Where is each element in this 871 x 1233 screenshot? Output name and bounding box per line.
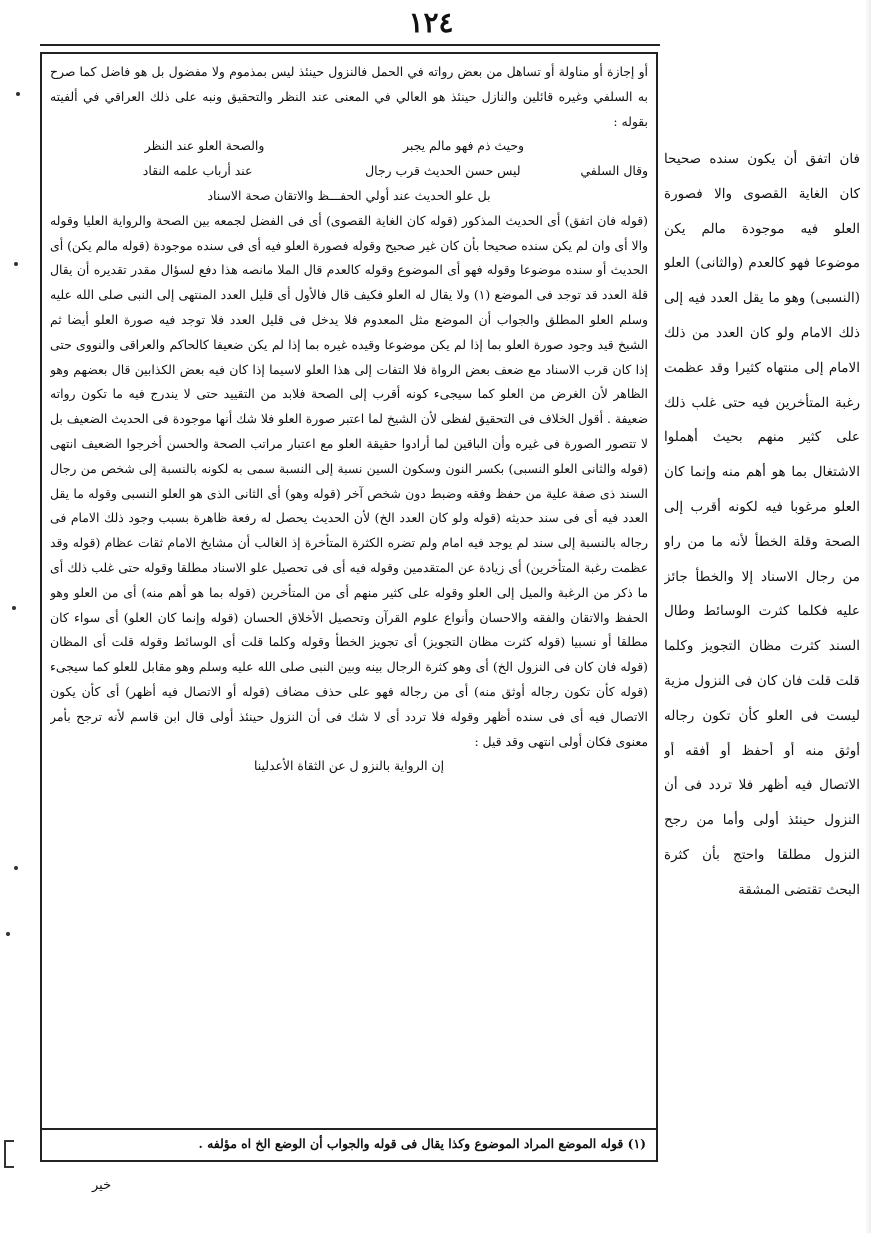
footnote: (١) قوله الموضع المراد الموضوع وكذا يقال فى قوله والجواب أن الوضع الخ اه مؤلفه . [198, 1136, 646, 1151]
scan-speck [14, 262, 18, 266]
poem-verse-1 [50, 134, 648, 159]
poem-verse-3-text: بل علو الحديث عند أولي الحفـــظ والاتقان صحة الاسناد [207, 187, 491, 203]
main-text [50, 60, 648, 1100]
footnote-rule [40, 1128, 658, 1130]
margin-matn-text: فان اتفق أن يكون سنده صحيحا كان الغاية القصوى والا فصورة العلو فيه موجودة مالم يكن موضوعا فهو كالعدم (والثانى) العلو (النسبى) وهو ما يقل العدد فيه إلى ذلك الامام ولو كان العدد من ذلك الامام إلى منتهاه كثيرا وقد عظمت رغبة المتأخرين فيه حتى غلب ذلك على كثير منهم بحيث أهملوا الاشتغال بما هو أهم منه وإنما كان العلو مرغوبا فيه لكونه أقرب إلى الصحة وقلة الخطأ لأنه ما من راو من رجال الاسناد إلا والخطأ جائز عليه فكلما كثرت الوسائط وطال السند كثرت مظان التجويز وكلما قلت قلت فان كان فى النزول مزية ليست فى العلو كأن تكون رجاله أوثق منه أو أحفظ أو أفقه أو الاتصال فيه أظهر فلا تردد فى أن النزول حينئذ أولى وأما من رجح النزول مطلقا واحتج بأن كثرة البحث تقتضى المشقة [664, 151, 860, 898]
page-edge-shadow [865, 0, 871, 1233]
poem-verse-4-text: إن الرواية بالنزو ل عن الثقاة الأعدلينا [253, 758, 445, 774]
poem-verse-2-right: ليس حسن الحديث قرب رجال [365, 163, 521, 179]
header-rule [40, 44, 660, 46]
main-opening-paragraph: أو إجازة أو مناولة أو تساهل من بعض رواته في الحمل فالنزول حينئذ ليس بمذموم ولا مفضول بل هو فاضل كما صرح به السلفي وغيره قائلين والنازل حينئذ هو العالي في المعنى عند النظر والتحقيق ونبه على ذلك العراقي في ألفيته بقوله : [50, 64, 648, 129]
margin-bracket [4, 1140, 14, 1168]
page-number: ١٢٤ [408, 6, 454, 39]
scan-speck [16, 92, 20, 96]
poem-verse-1-left: والصحة العلو عند النظر [144, 138, 265, 154]
scan-speck [6, 932, 10, 936]
poem-verse-1-right: وحيث ذم فهو مالم يجبر [403, 138, 524, 154]
scan-speck [12, 606, 16, 610]
poem-verse-2-left: عند أرباب علمه النقاد [142, 163, 253, 179]
poem-verse-2-intro: وقال السلفي [580, 163, 648, 179]
poem-verse-4 [50, 754, 648, 779]
main-commentary: (قوله فان اتفق) أى الحديث المذكور (قوله كان الغاية القصوى) أى فى الفضل لجمعه بين الصحة والرواية العليا وقوله والا أى وان لم يكن سنده صحيحا بأن كان غير صحيح وقوله فصورة العلو فيه أى فى سنده موجودة (قوله مالم يكن) أى الحديث أو سنده موضوعا وقوله فهو أى الموضوع وقوله كالعدم قال الملا مانصه هذا دفع لسؤال مقدر تقديره أن يقال قلة العدد قد توجد فى الموضع (١) ولا يقال له العلو فكيف قال فالأول أى قليل العدد المنتهى إلى النبى صلى الله عليه وسلم العلو المطلق والجواب أن الموضع مثل المعدوم فلا يدخل فى قليل العدد فلا توجد فيه صورة العلو أيضا ثم الشيخ قيد وجود صورة العلو بما إذا لم يكن موضوعا وقيده غيره بما إذا لم يكن ضعيفا كالحاكم والعراقى والنووى حتى إذا كان قرب الاسناد مع ضعف بعض الرواة فلا التفات إلى هذا العلو لاسيما إذا كان فيه بعض الكذابين قال بعضهم وهو الظاهر لأن الغرض من العلو كما سيجىء كونه أقرب إلى الصحة فلابد من التقييد حتى لا يندرج فيه ما تكون رواته ضعيفة . أقول الخلاف فى التحقيق لفظى لأن الشيخ لما اعتبر صورة العلو فلا شك أنها موجودة فى الحديث الضعيف بل لا تتصور الصورة فى غيره وأن الباقين لما أرادوا حقيقة العلو مع اعتبار مراتب الصحة والحسن أخرجوا الضعيف انتهى (قوله والثانى العلو النسبى) بكسر النون وسكون السين نسبة إلى النسبة سمى به لكونه بالنسبة إلى شخص من رجال السند ذى صفة علية من حفظ وفقه وضبط دون شخص آخر (قوله وهو) أى الثانى الذى هو العلو النسبى وقوله ما يقل العدد فيه أى فى سند حديثه (قوله ولو كان العدد الخ) لأن الحديث يحصل له رفعة ظاهرة بسبب وجود ذلك الامام فى رجاله بالنسبة إلى سند لم يوجد فيه امام ولم تضره الكثرة المتأخرة إذ الغالب أن مشايخ الامام ثقات عظام (قوله وقد عظمت رغبة المتأخرين) أى زيادة عن المتقدمين وقوله فيه أى فى تحصيل علو الاسناد مطلقا وقوله حتى غلب ذلك أى ما ذكر من الرغبة والميل إلى العلو وقوله على كثير منهم أى من المتأخرين (قوله بما هو أهم منه) أى من العلو وهو الحفظ والاتقان والفقه والاحسان وأنواع علوم القرآن وتحصيل الأخلاق الحسان (قوله وإنما كان العلو) أى سواء كان مطلقا أو نسبيا (قوله كثرت مظان التجويز) أى تجويز الخطأ وقوله وكلما قلت أى الوسائط وقوله قلت أى المظان (قوله فان كان فى النزول الخ) أى وهو كثرة الرجال بينه وبين النبى صلى الله عليه وسلم وهو مقابل للعلو كما سيجىء (قوله كأن تكون رجاله أوثق منه) أى من رجاله فهو على حذف مضاف (قوله أو الاتصال فيه أظهر) أى كأن يكون الاتصال فيه أى فى سنده أظهر وقوله فلا تردد أى لا شك فى أن النزول حينئذ أولى قال ابن قاسم لأنه ترجح بأمر معنوى فكان أولى انتهى وقد قيل : [50, 212, 648, 749]
catchword: خير [92, 1178, 112, 1193]
poem-verse-2 [50, 159, 648, 184]
poem-verse-3 [50, 184, 648, 209]
scan-speck [14, 866, 18, 870]
